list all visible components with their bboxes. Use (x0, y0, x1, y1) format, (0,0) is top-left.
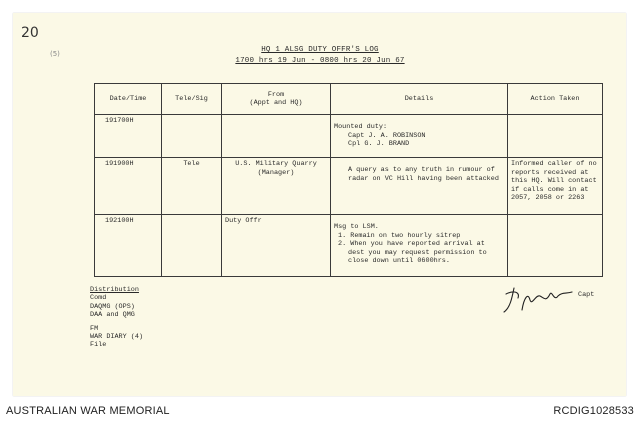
cell-details (331, 158, 508, 215)
distribution-list (90, 286, 143, 350)
details-item1: 1. Remain on two hourly sitrep (338, 231, 461, 240)
handwritten-mark: (5) (50, 50, 60, 58)
signature-rank: Capt (578, 291, 595, 299)
cell-action (508, 215, 603, 277)
page-number: 20 (21, 25, 39, 41)
cell-from (222, 215, 331, 277)
cell-tele: Tele (162, 158, 222, 215)
distribution-item: File (90, 341, 107, 350)
distribution-item: Comd (90, 294, 107, 303)
details-line3: Cpl G. J. BRAND (348, 140, 410, 148)
cell-date: 191700H (95, 115, 162, 158)
cell-date: 191900H (95, 158, 162, 215)
table-row (95, 215, 603, 277)
cell-from (222, 115, 331, 158)
distribution-item: DAA and QMG (90, 311, 135, 320)
header-tele: Tele/Sig (162, 84, 222, 115)
archive-reference: RCDIG1028533 (553, 405, 634, 417)
details-line1: Mounted duty: (334, 123, 388, 131)
cell-from-line2: (Manager) (257, 168, 295, 177)
cell-from-line1: U.S. Military Quarry (235, 160, 317, 168)
header-from-line1: From (267, 90, 285, 99)
cell-details (331, 115, 508, 158)
details-line1: Msg to LSM. (334, 223, 379, 231)
distribution-item: DAQMG (OPS) (90, 302, 135, 311)
archive-credit: AUSTRALIAN WAR MEMORIAL (6, 405, 170, 417)
distribution-heading: Distribution (90, 286, 139, 294)
log-title: HQ 1 ALSG DUTY OFFR'S LOG (261, 46, 379, 54)
cell-details (331, 215, 508, 277)
header-action: Action Taken (508, 84, 603, 115)
distribution-item: WAR DIARY (4) (90, 333, 144, 342)
signature (500, 280, 580, 320)
details-text: A query as to any truth in rumour of radar on VC Hill having been attacked (348, 166, 499, 183)
table-row (95, 115, 603, 158)
details-item2: 2. When you have reported arrival at dest you may request permission to close down until 0600hrs. (338, 240, 487, 265)
duty-log-table (94, 83, 603, 277)
header-details: Details (331, 84, 508, 115)
cell-action: Informed caller of no reports received at this HQ. Will contact if calls come in at 2057, 2058 or 2263 (508, 158, 603, 215)
header-date: Date/Time (95, 84, 162, 115)
cell-from (222, 158, 331, 215)
cell-date: 192100H (95, 215, 162, 277)
log-period: 1700 hrs 19 Jun - 0800 hrs 20 Jun 67 (235, 57, 405, 65)
table-row (95, 158, 603, 215)
cell-tele (162, 215, 222, 277)
details-line2: Capt J. A. ROBINSON (348, 131, 426, 140)
distribution-item: FM (90, 324, 99, 333)
table-header-row (95, 84, 603, 115)
cell-from-line1: Duty Offr (225, 217, 262, 225)
cell-action (508, 115, 603, 158)
header-from (222, 84, 331, 115)
cell-tele (162, 115, 222, 158)
header-from-line2: (Appt and HQ) (249, 99, 303, 107)
